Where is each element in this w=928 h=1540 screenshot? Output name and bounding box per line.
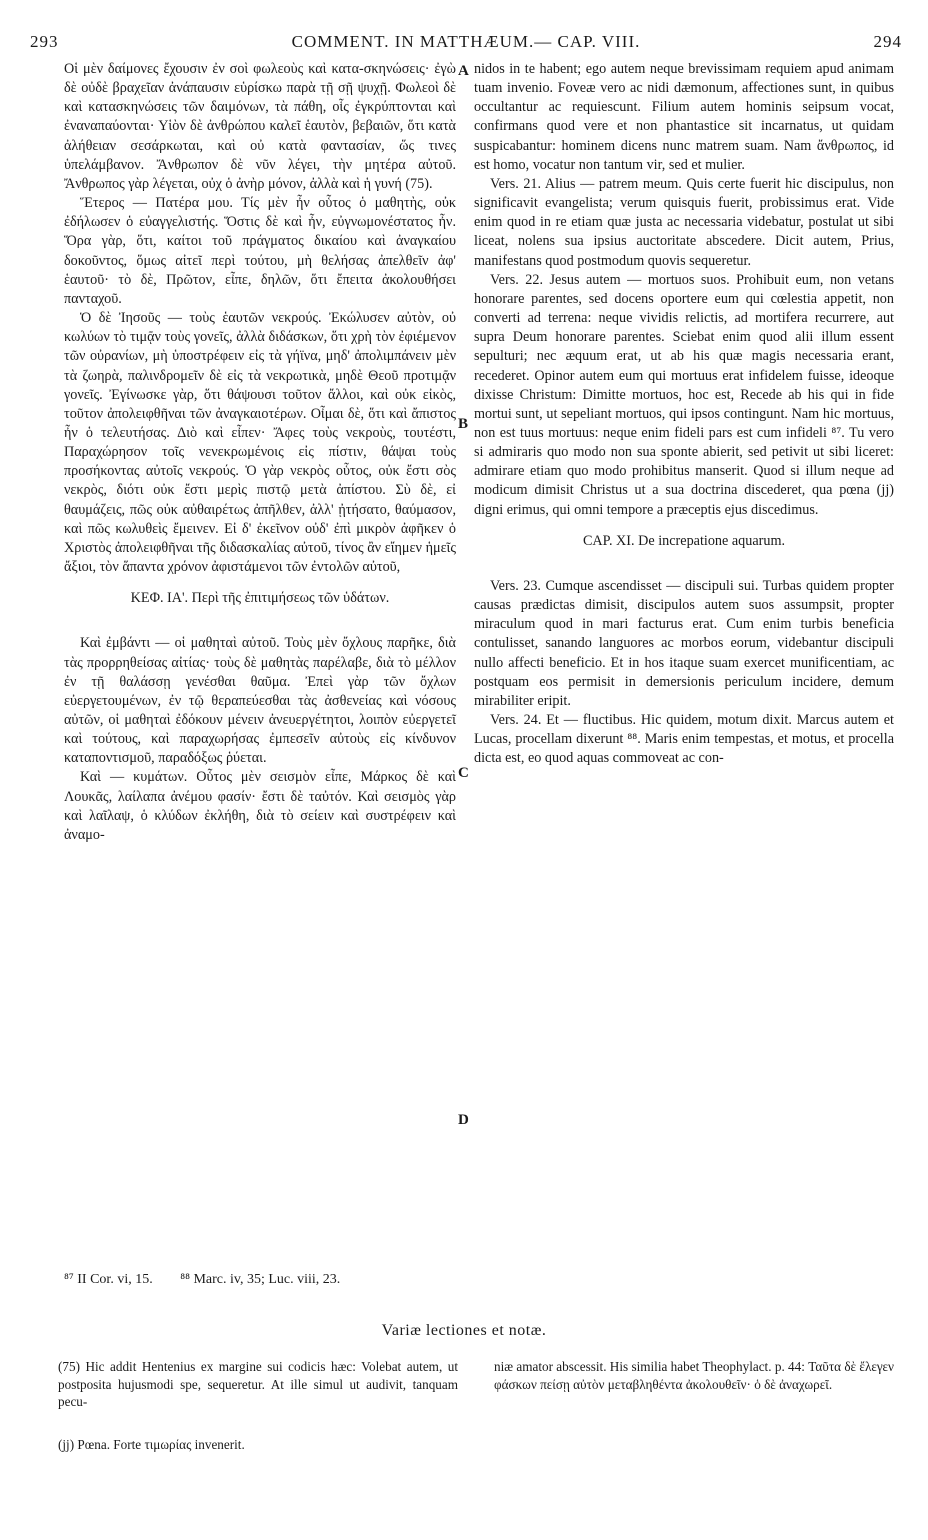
footnotes bbox=[64, 1272, 894, 1288]
latin-column bbox=[474, 60, 894, 768]
latin-paragraph-3: Vers. 22. Jesus autem — mortuos suos. Prohibuit eum, non vetans honorare parentes, sed docens oportere eum qui cœlestia appetit, non converti ad terrena: neque vividis relictis, ad mortifera recurrere, aut supra Deum honorare parentes. Sciebat enim quod alii illum essent sepulturi; nec æquum erat, ut ab his quæ magis necessaria erant, recederet. Opinor autem eum qui mortuus erat infidelem fuisse, ideoque dixisse Christum: Dimitte mortuos, hoc est, Recede ab his qui in fide mortui sunt, ut sepeliant mortuos, qui ipsos contingunt. Nam hic mortuus, non est tuus mortuus: neque enim fideli pars est cum infideli ⁸⁷. Tu vero si admiraris quo modo non sua sponte abierit, sed petivit ut sibi liceret: admirare etiam quo modo prohibitus manserit. Quod si illum neque ad modicum dimisit Christus ut a sua doctrina discederet, qua pœna (jj) digni erimus, qui omni tempore a præceptis ejus discedimus. bbox=[474, 271, 894, 518]
page-number-left: 293 bbox=[30, 32, 59, 51]
greek-chapter-heading: ΚΕΦ. ΙΑ'. Περὶ τῆς ἐπιτιμήσεως τῶν ὑδάτων. bbox=[130, 590, 390, 607]
margin-marker-d: D bbox=[458, 1112, 469, 1128]
running-header bbox=[30, 32, 902, 56]
margin-marker-a: A bbox=[458, 63, 469, 79]
margin-marker-c: C bbox=[458, 765, 469, 781]
greek-paragraph-5: Καὶ — κυμάτων. Οὗτος μὲν σεισμὸν εἶπε, Μάρκος δὲ καὶ Λουκᾶς, λαίλαπα ἀνέμου φασίν· ἔστι δὲ ταὐτόν. Καὶ σεισμὸς γὰρ καὶ λαῖλαψ, ὁ κλύδων ἐκλήθη, διὰ τὸ σείειν καὶ συστρέφειν καὶ ἀναμο- bbox=[64, 769, 456, 843]
greek-paragraph-1: Οἱ μὲν δαίμονες ἔχουσιν ἐν σοὶ φωλεοὺς καὶ κατα-σκηνώσεις· ἐγὼ δὲ οὐδὲ βραχεῖαν ἀνάπαυσιν εὑρίσκω παρὰ τῇ σῇ ψυχῇ. Φωλεοὶ δὲ καὶ κατασκηνώσεις τῶν δαιμόνων, τὰ πάθη, οἷς ἐγκρύπτονται καὶ ἐναναπαύονται· Υἱὸν δὲ ἀνθρώπου καλεῖ ἑαυτὸν, βεβαιῶν, ὅτι κατὰ ἀλήθειαν σεσάρκωται, καὶ οὐ κατὰ φαντασίαν, ὥς τινες ὑπελάμβανον. Ἄνθρωπον δὲ νῦν λέγει, τὴν μητέρα αὐτοῦ. Ἄνθρωπος γὰρ λέγεται, οὐχ ὁ ἀνὴρ μόνον, ἀλλὰ καὶ ἡ γυνή (75). bbox=[64, 61, 456, 192]
variae-heading: Variæ lectiones et notæ. bbox=[381, 1322, 547, 1339]
latin-paragraph-2: Vers. 21. Alius — patrem meum. Quis certe fuerit hic discipulus, non significavit evangelista; verum quisquis fuerit, probissimus erat. Vide enim quod in re etiam quæ justa ac necessaria videbatur, postulat ut sibi liceat, nolens sua ipsius auctoritate abscedere. Dicit autem, Prius, manifestans quod postmodum quovis sequeretur. bbox=[474, 175, 894, 269]
footnote-87: ⁸⁷ II Cor. vi, 15. bbox=[64, 1272, 153, 1287]
variae-note-75-right: niæ amator abscessit. His similia habet Theophylact. p. 44: Ταῦτα δὲ ἔλεγεν φάσκων πείσῃ αὐτὸν μεταβληθέντα ἀκολουθεῖν· ὁ δὲ ἀναχωρεῖ. bbox=[494, 1359, 894, 1392]
variae-note-75-left: (75) Hic addit Hentenius ex margine sui codicis hæc: Volebat autem, ut postposita hujusmodi spe, sequeretur. At ille simul ut audivit, tanquam pecu- bbox=[58, 1359, 458, 1409]
footnote-88: ⁸⁸ Marc. iv, 35; Luc. viii, 23. bbox=[180, 1272, 341, 1287]
latin-chapter-heading: CAP. XI. De increpatione aquarum. bbox=[582, 532, 786, 549]
greek-paragraph-3: Ὁ δὲ Ἰησοῦς — τοὺς ἑαυτῶν νεκρούς. Ἐκώλυσεν αὐτὸν, οὐ κωλύων τὸ τιμᾷν τοὺς γονεῖς, ἀλλὰ διδάσκων, ὅτι χρὴ τὸν ἐφιέμενον τῶν οὐρανίων, μὴ ὑποστρέφειν εἰς τὰ γήϊνα, μηδ' ἀπολιμπάνειν μὲν τὰ ζωηρὰ, παλινδρομεῖν δὲ εἰς τὰ νεκρωτικὰ, μηδὲ Θεοῦ προτιμᾷν γονεῖς. Ἐγίνωσκε γὰρ, ὅτι θάψουσι τοῦτον ἄλλοι, καὶ οὐκ εἰκὸς, τοῦτον ἀπολειφθῆναι τῶν ἀναγκαιοτέρων. Οἶμαι δὲ, ὅτι καὶ ἄπιστος ἦν ὁ τελευτήσας. Διὸ καὶ εἶπεν· Ἄφες τοὺς νεκροὺς, τουτέστι, Παραχώρησον τοῖς νενεκρωμένοις εἰς πίστιν, θάψαι τοὺς προσήκοντας αὐτοῖς νεκρούς. Ὁ γὰρ νεκρὸς οὗτος, οὐκ ἔστι σὸς νεκρὸς, διότι οὐκ ἔστι μερὶς πιστῷ μετὰ ἀπίστου. Σὺ δὲ, εἰ θαυμάζεις, πῶς οὐκ αὐθαιρέτως ἀπῆλθεν, ἀλλ' ᾐτήσατο, θαύμασον, καὶ πῶς κωλυθεὶς ἔμεινεν. Εἰ δ' ἐκεῖνον οὐδ' ἐπὶ μικρὸν ἀφῆκεν ὁ Χριστὸς ἀπολειφθῆναι τῆς διδασκαλίας αὐτοῦ, τίνος ἂν εἴημεν ἡμεῖς ἄξιοι, τὸν ἅπαντα χρόνον ἀφιστάμενοι τῶν ἐντολῶν αὐτοῦ, bbox=[64, 310, 456, 576]
greek-paragraph-4: Καὶ ἐμβάντι — οἱ μαθηταὶ αὐτοῦ. Τοὺς μὲν ὄχλους παρῆκε, διὰ τὰς προρρηθείσας αἰτίας· τοὺς δὲ μαθητὰς παρέλαβε, διὰ τὸ μέλλον ἐν τῇ θαλάσσῃ γενέσθαι θαῦμα. Ἐπεὶ γὰρ τῶν ὄχλων εὐεργετουμένων, ἐν τῷ θεραπεύεσθαι τὰς ἀσθενείας καὶ νόσους αὐτῶν, οἱ μαθηταὶ ἐδόκουν μένειν ἀνευεργέτητοι, λοιπὸν εὐεργετεῖ καὶ τούτους, καὶ παραχωρήσας ἐμπεσεῖν αὐτοὺς εἰς κίνδυνον καταποντισμοῦ, παραδόξως ῥύεται. bbox=[64, 635, 456, 767]
latin-paragraph-1: nidos in te habent; ego autem neque brevissimam requiem apud animam tuam invenio. Foveæ vero ac nidi dæmonum, affectiones sunt, in quibus occultantur ac requiescunt. Filium autem hominis seipsum vocat, confirmans quod vere et non phantastice sit incarnatus, ut quidam suspicabantur: hominem dicens nunc matrem suam. Nam ἄνθρωπος, id est homo, vocatur non tantum vir, sed et mulier. bbox=[474, 61, 894, 173]
margin-marker-b: B bbox=[458, 416, 469, 432]
page-number-right: 294 bbox=[873, 32, 902, 51]
variae-note-jj: (jj) Pœna. Forte τιμωρίας invenerit. bbox=[58, 1437, 245, 1452]
greek-column bbox=[64, 60, 456, 845]
latin-paragraph-4: Vers. 23. Cumque ascendisset — discipuli sui. Turbas quidem propter causas prædictas dimisit, discipulos autem suos assumpsit, propter miraculum quod in mari facturus erat. Cum enim turbis beneficia contulisset, sanando languores ac morbos eorum, videbantur discipuli nullo affecti beneficio. Et in hos itaque suam exercet munificentiam, ac postquam eos permisit in demersionis periculum incidere, demum mirabiliter eripit. bbox=[474, 577, 894, 709]
greek-paragraph-2: Ἕτερος — Πατέρα μου. Τίς μὲν ἦν οὗτος ὁ μαθητὴς, οὐκ ἐδήλωσεν ὁ εὐαγγελιστής. Ὅστις δὲ καὶ ἦν, εὐγνωμονέστατος ἦν. Ὅρα γὰρ, ὅτι, καίτοι τοῦ πράγματος δικαίου καὶ ἀναγκαίου δοκοῦντος, ὅμως αἰτεῖ περὶ τούτου, μὴ θελήσας ἀπελθεῖν ἀφ' ἑαυτοῦ· τὸ δὲ, Πρῶτον, εἶπε, δηλῶν, ὅτι ἔπειτα ἀκολουθήσει πανταχοῦ. bbox=[64, 195, 456, 307]
latin-paragraph-5: Vers. 24. Et — fluctibus. Hic quidem, motum dixit. Marcus autem et Lucas, procellam dixerunt ⁸⁸. Maris enim tempestas, et motus, et procella dicta est, eo quod aquas commoveat ac con- bbox=[474, 712, 894, 767]
running-title: COMMENT. IN MATTHÆUM.— CAP. VIII. bbox=[291, 32, 641, 51]
